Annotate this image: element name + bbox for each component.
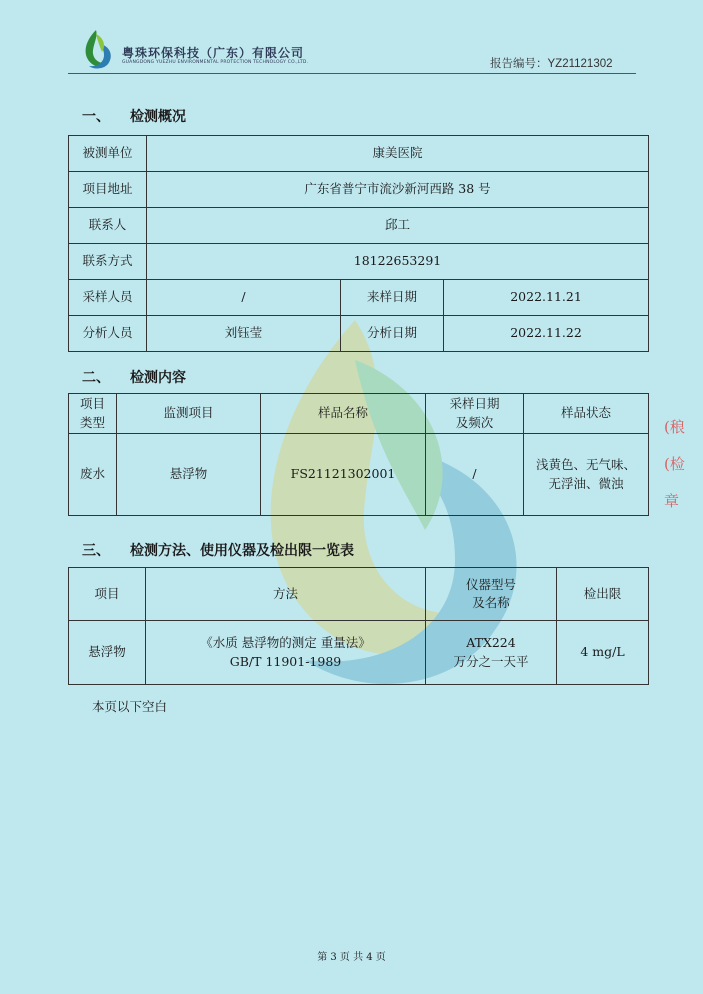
label-cell: 联系人 xyxy=(69,208,147,244)
section-2-number: 二、 xyxy=(82,370,110,386)
header-cell: 检出限 xyxy=(557,568,649,621)
value-cell: 2022.11.22 xyxy=(444,316,649,352)
table-header-row xyxy=(69,568,649,621)
page-number: 第 3 页 共 4 页 xyxy=(317,952,386,963)
data-cell: ATX224 万分之一天平 xyxy=(426,621,557,685)
section-1-number: 一、 xyxy=(82,109,110,125)
value-cell: 18122653291 xyxy=(147,244,649,280)
data-cell: 4 mg/L xyxy=(557,621,649,685)
data-cell: 废水 xyxy=(69,434,117,516)
section-3-number: 三、 xyxy=(82,543,110,559)
value-cell: 康美医院 xyxy=(147,136,649,172)
header-cell: 监测项目 xyxy=(117,394,261,434)
label-cell: 采样人员 xyxy=(69,280,147,316)
header-cell: 样品状态 xyxy=(524,394,649,434)
value-cell: 邱工 xyxy=(147,208,649,244)
data-cell: 《水质 悬浮物的测定 重量法》 GB/T 11901-1989 xyxy=(146,621,426,685)
table-row xyxy=(69,208,649,244)
official-seal-fragment: (稂 (检 章 xyxy=(664,418,685,510)
table-row xyxy=(69,621,649,685)
data-cell: 悬浮物 xyxy=(69,621,146,685)
section-2-title xyxy=(82,367,186,387)
header-cell: 方法 xyxy=(146,568,426,621)
table-row xyxy=(69,172,649,208)
data-cell: 悬浮物 xyxy=(117,434,261,516)
table-row xyxy=(69,136,649,172)
table-row xyxy=(69,316,649,352)
data-cell: 浅黄色、无气味、 无浮油、微浊 xyxy=(524,434,649,516)
header-cell: 项目 类型 xyxy=(69,394,117,434)
table-header-row xyxy=(69,394,649,434)
section-1-heading: 检测概况 xyxy=(130,109,186,125)
blank-page-note: 本页以下空白 xyxy=(92,699,168,714)
label-cell: 被测单位 xyxy=(69,136,147,172)
table-row xyxy=(69,280,649,316)
table-row xyxy=(69,434,649,516)
data-cell: / xyxy=(426,434,524,516)
company-name: 粤珠环保科技（广东）有限公司 xyxy=(122,46,305,60)
company-name-english: GUANGDONG YUEZHU ENVIRONMENTAL PROTECTION TECHNOLOGY CO.,LTD. xyxy=(122,60,309,65)
section-3-title xyxy=(82,540,354,560)
value-cell: 广东省普宁市流沙新河西路 38 号 xyxy=(147,172,649,208)
report-number: 报告编号：YZ21121302 xyxy=(490,58,613,70)
value-cell: 刘钰莹 xyxy=(147,316,341,352)
table-row xyxy=(69,244,649,280)
section-3-heading: 检测方法、使用仪器及检出限一览表 xyxy=(130,543,354,559)
header-divider xyxy=(68,73,636,74)
header-cell: 采样日期 及频次 xyxy=(426,394,524,434)
label-cell: 项目地址 xyxy=(69,172,147,208)
section-1-title xyxy=(82,106,186,126)
label-cell: 联系方式 xyxy=(69,244,147,280)
company-logo-icon xyxy=(80,28,114,70)
value-cell: 2022.11.21 xyxy=(444,280,649,316)
label-cell: 分析人员 xyxy=(69,316,147,352)
label-cell: 分析日期 xyxy=(341,316,444,352)
label-cell: 来样日期 xyxy=(341,280,444,316)
header-cell: 样品名称 xyxy=(261,394,426,434)
header-cell: 项目 xyxy=(69,568,146,621)
section-2-heading: 检测内容 xyxy=(130,370,186,386)
overview-table xyxy=(68,135,649,352)
content-table xyxy=(68,393,649,516)
method-table xyxy=(68,567,649,685)
header-cell: 仪器型号 及名称 xyxy=(426,568,557,621)
value-cell: / xyxy=(147,280,341,316)
data-cell: FS21121302001 xyxy=(261,434,426,516)
